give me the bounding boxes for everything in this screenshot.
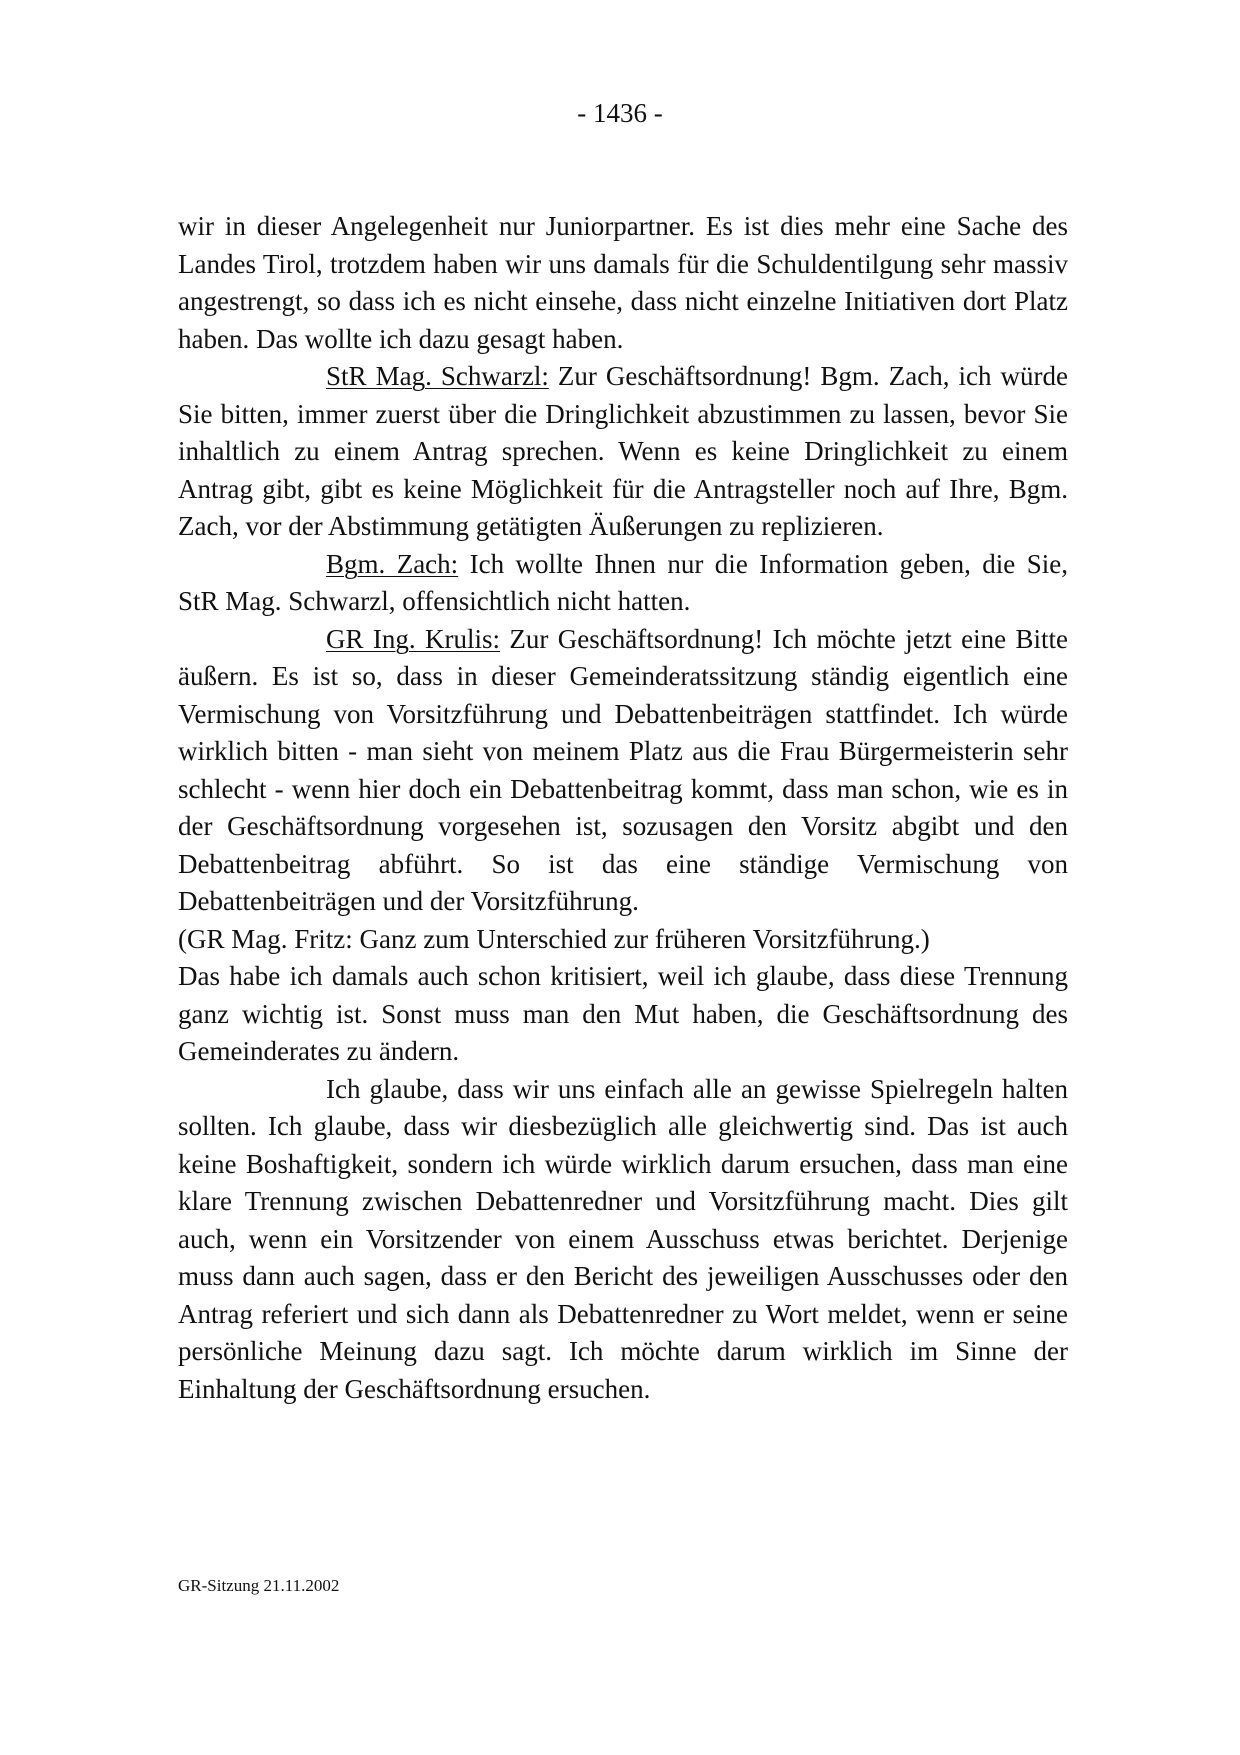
speech-text: Ich wollte Ihnen nur die Information geben, die Sie, StR Mag. Schwarzl, offensichtlich nicht hatten. — [178, 548, 1068, 616]
speaker-name: GR Ing. Krulis: — [326, 623, 501, 654]
footer-session-date: GR-Sitzung 21.11.2002 — [178, 1576, 340, 1595]
page-number: - 1436 - — [577, 98, 663, 128]
paragraph: wir in dieser Angelegenheit nur Juniorpartner. Es ist dies mehr eine Sache des Landes Tirol, trotzdem haben wir uns damals für die Schuldentilgung sehr massiv angestrengt, so dass ich es nicht einsehe, dass nicht einzelne Initiativen dort Platz haben. Das wollte ich dazu gesagt haben. — [178, 211, 1068, 354]
speech-paragraph — [178, 546, 1068, 621]
transcript-body — [178, 208, 1068, 1408]
speech-text: Zur Geschäftsordnung! Bgm. Zach, ich würde Sie bitten, immer zuerst über die Dringlichkeit abzustimmen zu lassen, bevor Sie inhaltlich zu einem Antrag sprechen. Wenn es keine Dringlichkeit zu einem Antrag gibt, gibt es keine Möglichkeit für die Antragsteller noch auf Ihre, Bgm. Zach, vor der Abstimmung getätigten Äußerungen zu replizieren. — [178, 361, 1069, 541]
interjection: (GR Mag. Fritz: Ganz zum Unterschied zur früheren Vorsitzführung.) — [178, 923, 930, 954]
speech-paragraph — [178, 358, 1068, 546]
paragraph: Ich glaube, dass wir uns einfach alle an gewisse Spielregeln halten sollten. Ich glaube, dass wir diesbezüglich alle gleichwertig sind. Das ist auch keine Boshaftigkeit, sondern ich würde wirklich darum ersuchen, dass man eine klare Trennung zwischen Debattenredner und Vorsitzführung macht. Dies gilt auch, wenn ein Vorsitzender von einem Ausschuss etwas berichtet. Derjenige muss dann auch sagen, dass er den Bericht des jeweiligen Ausschusses oder den Antrag referiert und sich dann als Debattenredner zu Wort meldet, wenn er seine persönliche Meinung dazu sagt. Ich möchte darum wirklich im Sinne der Einhaltung der Geschäftsordnung ersuchen. — [178, 1073, 1068, 1404]
paragraph: Das habe ich damals auch schon kritisiert, weil ich glaube, dass diese Trennung ganz wichtig ist. Sonst muss man den Mut haben, die Geschäftsordnung des Gemeinderates zu ändern. — [178, 961, 1068, 1066]
speech-text: Zur Geschäftsordnung! Ich möchte jetzt eine Bitte äußern. Es ist so, dass in dieser Gemeinderatssitzung ständig eigentlich eine Vermischung von Vorsitzführung und Debattenbeiträgen stattfindet. Ich würde wirklich bitten - man sieht von meinem Platz aus die Frau Bürgermeisterin sehr schlecht - wenn hier doch ein Debattenbeitrag kommt, dass man schon, wie es in der Geschäftsordnung vorgesehen ist, sozusagen den Vorsitz abgibt und den Debattenbeitrag abführt. So ist das eine ständige Vermischung von Debattenbeiträgen und der Vorsitzführung. — [178, 623, 1068, 916]
speaker-name: StR Mag. Schwarzl: — [326, 361, 549, 391]
speaker-name: Bgm. Zach: — [326, 548, 459, 579]
speech-paragraph — [178, 621, 1068, 921]
